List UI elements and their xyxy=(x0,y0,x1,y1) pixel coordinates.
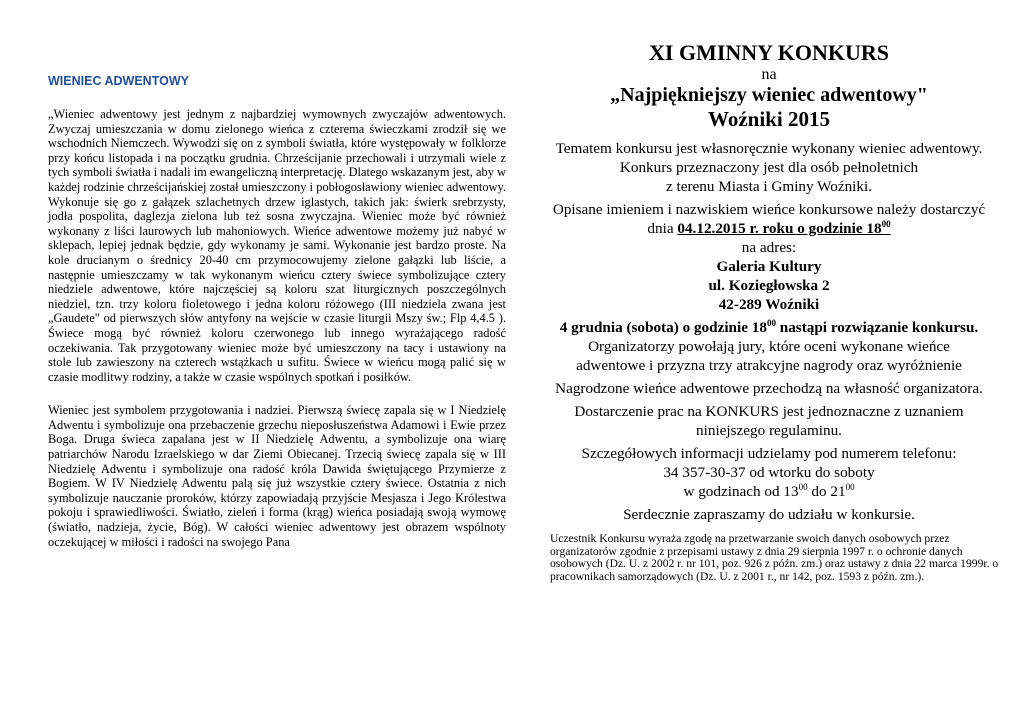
deliver-date-text: 04.12.2015 r. roku o godzinie 18 xyxy=(677,220,882,237)
contest-subtitle: „Najpiękniejszy wieniec adwentowy" xyxy=(610,84,928,106)
results-sup: 00 xyxy=(766,317,776,328)
invite-line: Serdecznie zapraszamy do udziału w konkursie. xyxy=(623,506,915,523)
privacy-clause: Uczestnik Konkursu wyraża zgodę na przetwarzanie swoich danych osobowych przez organizatorów zgodnie z przepisami ustawy z dnia 29 sierpnia 1997 r. o ochronie danych osobowych (Dz. U. z 2002 r. nr 101, poz. 926 z późn. zm.) oraz ustawy z dnia 22 marca 1999r. o pracownikach samorządowych (Dz. U. z 2001 r., nr 142, poz. 1593 z późn. zm.). xyxy=(550,532,999,583)
deliver-date xyxy=(677,220,890,237)
contest-title-na: na xyxy=(761,66,777,83)
jury-line: Organizatorzy powołają jury, które oceni wykonane wieńce xyxy=(588,338,950,355)
hours-sup-1: 00 xyxy=(798,481,808,492)
rules-line: niniejszego regulaminu. xyxy=(696,422,842,439)
article-paragraph-2: Wieniec jest symbolem przygotowania i nadziei. Pierwszą świecę zapala się w I Niedzielę Adwentu i symbolizuje ona przebaczenie grzechu nieposłuszeństwa Adamowi i Ewie przez Boga. Druga świeca zapalana jest w II Niedzielę Adwentu, a symbolizuje ona wiarę patriarchów Narodu Izraelskiego w dar Ziemi Obiecanej. Trzecią świecę zapala się w III Niedzielę Adwentu i symbolizuje ona radość króla Dawida świętującego Przymierze z Bogiem. W IV Niedzielę Adwentu palą się już wszystkie cztery świece. Ostatnia z nich symbolizuje nauczanie proroków, którzy zapowiadają przyjście Mesjasza i Jego Królestwa pokoju i sprawiedliwości. Światło, zieleń i forma (krąg) wieńca posiadają swoją wymowę (światło, nadzieja, życie, Bóg). W całości wieniec adwentowy jest obrazem wspólnoty oczekującej w miłości i radości na swojego Pana xyxy=(48,403,506,549)
address-line: 42-289 Woźniki xyxy=(718,296,820,313)
jury-line: adwentowe i przyzna trzy atrakcyjne nagrody oraz wyróżnienie xyxy=(576,357,962,374)
contest-title: XI GMINNY KONKURS xyxy=(649,40,889,65)
results-pre: 4 grudnia (sobota) o godzinie 18 xyxy=(559,319,767,336)
article-paragraph-1: „Wieniec adwentowy jest jednym z najbardziej wymownych zwyczajów adwentowych. Zwyczaj umieszczania w domu zielonego wieńca z czterema świeczkami zrodził się we wschodnich Niemczech. Wywodzi się on z symboli światła, które występowały w folklorze przy końcu listopada i na początku grudnia. Chrześcijanie przechowali i utrzymali wiele z tych symboli światła i nadali im ewangeliczną interpretację. Dlatego wskazanym jest, aby w każdej rodzinie chrześcijańskiej został umieszczony i pobłogosławiony wieniec adwentowy. Wykonuje się go z gałązek szlachetnych drzew iglastych, takich jak: świerk srebrzysty, jodła pospolita, daglezja zielona lub też sosna zwyczajna. Wieniec może być również wykonany z liści laurowych lub mahoniowych. Wieńce adwentowe możemy już nabyć w sklepach, lepiej jednak będzie, gdy wykonamy je sami. Wykonanie jest bardzo proste. Na kole drucianym o średnicy 20-40 cm przymocowujemy zielone gałązki lub liście, a następnie umieszczamy w tak wykonanym wieńcu cztery świece symbolizujące cztery niedziele adwentowe, które najczęściej są koloru szat liturgicznych poszczególnych niedziel, tzn. trzy koloru fioletowego i jedna koloru różowego (III niedziela zwana jest „Gaudete" od pierwszych słów antyfony na wejście w czasie liturgii Mszy św.; Flp 4,4.5 ). Świece mogą być również koloru czerwonego lub innego wyrażającego radość oczekiwania. Tak przygotowany wieniec może być umieszczony na tacy i ustawiony na stole lub zawieszony na czterech wstążkach u sufitu. Świece w wieńcu mogą palić się w czasie modlitwy rodziny, a także w czasie wspólnych spotkań i posiłków. xyxy=(48,107,506,384)
hours-mid: do 21 xyxy=(807,483,846,500)
left-column xyxy=(48,74,506,549)
contest-location-year: Woźniki 2015 xyxy=(708,107,830,131)
deliver-date-line xyxy=(538,219,1000,238)
deliver-line: Opisane imieniem i nazwiskiem wieńce konkursowe należy dostarczyć xyxy=(552,201,986,218)
rules-line: Dostarczenie prac na KONKURS jest jednoznaczne z uznaniem xyxy=(574,403,964,420)
phone-line: 34 357-30-37 od wtorku do soboty xyxy=(663,464,875,481)
info-line: Szczegółowych informacji udzielamy pod numerem telefonu: xyxy=(581,445,957,462)
hours-sup-2: 00 xyxy=(845,481,855,492)
property-line: Nagrodzone wieńce adwentowe przechodzą na własność organizatora. xyxy=(555,380,983,397)
address-line: ul. Koziegłowska 2 xyxy=(708,277,830,294)
right-column xyxy=(538,40,1000,583)
deliver-date-sup: 00 xyxy=(881,218,891,229)
article-heading: WIENIEC ADWENTOWY xyxy=(48,74,189,88)
hours-line xyxy=(538,482,1000,501)
deliver-prefix: dnia xyxy=(647,220,678,237)
hours-pre: w godzinach od 13 xyxy=(683,483,799,500)
address-label: na adres: xyxy=(741,239,797,256)
theme-line: Tematem konkursu jest własnoręcznie wykonany wieniec adwentowy. xyxy=(555,140,983,157)
address-line: Galeria Kultury xyxy=(716,258,822,275)
results-post: nastąpi rozwiązanie konkursu. xyxy=(775,319,979,336)
results-line xyxy=(538,318,1000,337)
theme-line: z terenu Miasta i Gminy Woźniki. xyxy=(665,178,873,195)
theme-line: Konkurs przeznaczony jest dla osób pełnoletnich xyxy=(619,159,919,176)
